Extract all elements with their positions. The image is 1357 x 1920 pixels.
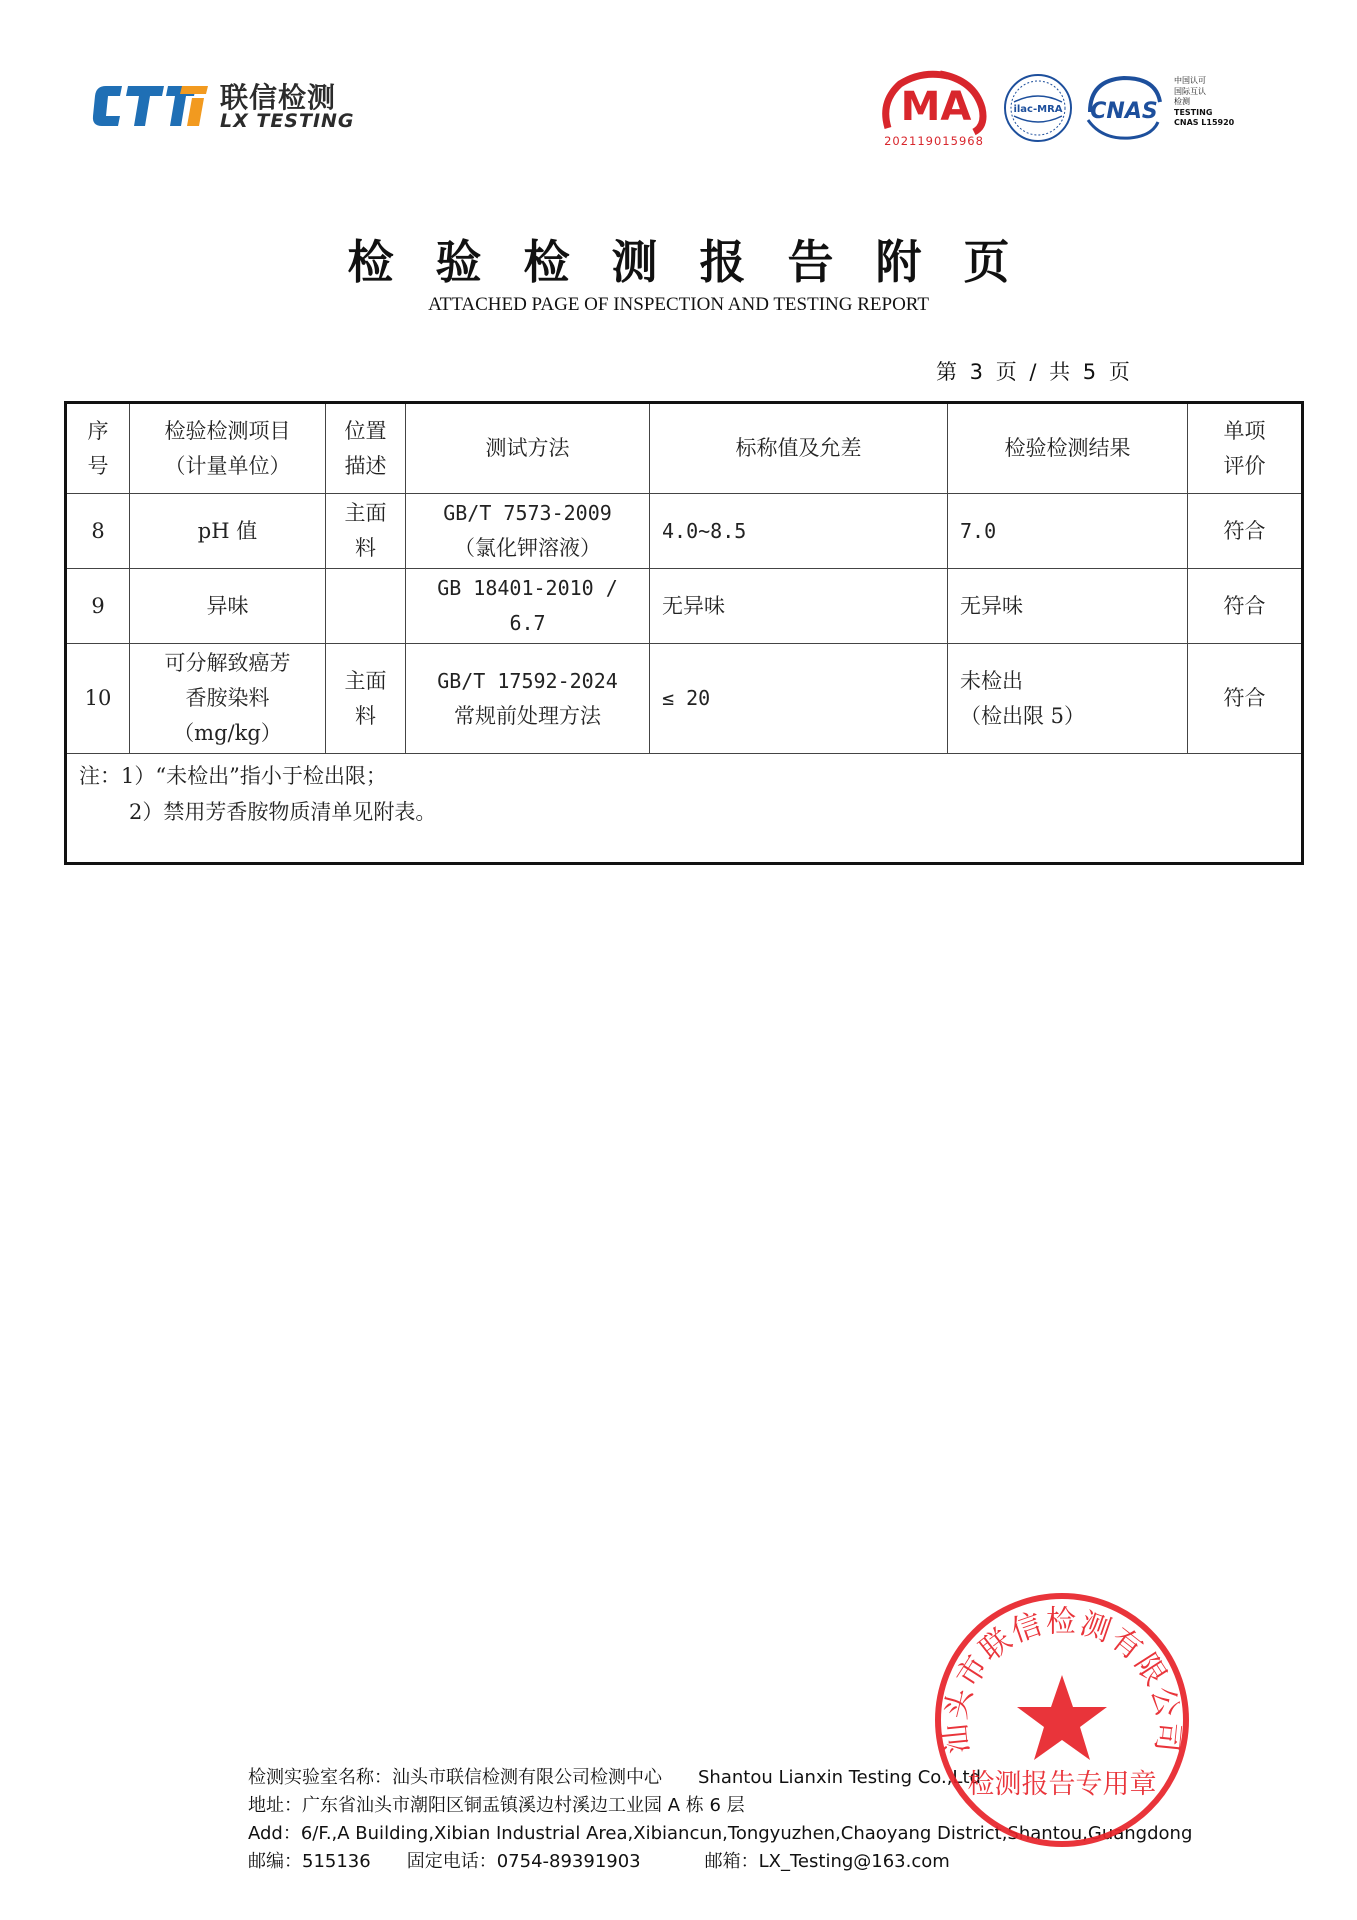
header-position: 位置 描述 — [326, 403, 406, 494]
company-logo — [92, 76, 362, 136]
note-line: 2）禁用芳香胺物质清单见附表。 — [129, 800, 437, 824]
header-evaluation: 单项 评价 — [1188, 403, 1303, 494]
cell-item: pH 值 — [130, 494, 326, 569]
cell-position: 主面 料 — [326, 494, 406, 569]
certification-marks — [878, 68, 1278, 152]
cma-number: 202119015968 — [884, 134, 984, 148]
cell-evaluation: 符合 — [1188, 494, 1303, 569]
cell-evaluation: 符合 — [1188, 569, 1303, 644]
cell-position: 主面 料 — [326, 644, 406, 754]
notes-row — [66, 754, 1303, 864]
cnas-mark — [1082, 72, 1164, 144]
cell-nominal: ≤ 20 — [650, 644, 948, 754]
cell-method: GB 18401-2010 / 6.7 — [406, 569, 650, 644]
lab-name-cn: 检测实验室名称：汕头市联信检测有限公司检测中心 — [248, 1767, 662, 1788]
seal-ring-text: 汕头市联信检测有限公司 — [938, 1604, 1186, 1756]
header-method: 测试方法 — [406, 403, 650, 494]
lx-logo-mark — [92, 80, 212, 132]
cell-method: GB/T 17592-2024 常规前处理方法 — [406, 644, 650, 754]
table-row — [66, 569, 1303, 644]
seal-star-icon — [1017, 1675, 1107, 1760]
inspection-results-table — [64, 401, 1304, 865]
cnas-label: CNAS — [1090, 99, 1158, 124]
page-indicator: 第 3 页 / 共 5 页 — [936, 360, 1130, 384]
address-en: Add：6/F.,A Building,Xibian Industrial Area,Xibiancun,Tongyuzhen,Chaoyang District,Shantou,Guangdong — [248, 1823, 1193, 1844]
report-title-chinese: 检验检测报告附页 — [347, 235, 1052, 289]
header-nominal: 标称值及允差 — [650, 403, 948, 494]
email: 邮箱：LX_Testing@163.com — [704, 1851, 950, 1872]
cell-nominal: 无异味 — [650, 569, 948, 644]
postcode: 邮编：515136 — [248, 1851, 371, 1872]
header-seq: 序 号 — [66, 403, 130, 494]
cell-item: 可分解致癌芳 香胺染料 （mg/kg） — [130, 644, 326, 754]
logo-chinese-name: 联信检测 — [220, 81, 337, 114]
ilac-label: ilac-MRA — [1013, 104, 1063, 115]
cell-seq: 9 — [66, 569, 130, 644]
cell-item: 异味 — [130, 569, 326, 644]
cell-seq: 8 — [66, 494, 130, 569]
ilac-mra-mark — [1002, 72, 1074, 144]
table-row — [66, 644, 1303, 754]
table-notes — [66, 754, 1303, 864]
cnas-accreditation-text: 中国认可 国际互认 检测 TESTING CNAS L15920 — [1174, 76, 1235, 127]
address-cn: 地址：广东省汕头市潮阳区铜盂镇溪边村溪边工业园 A 栋 6 层 — [248, 1795, 745, 1816]
report-title-english: ATTACHED PAGE OF INSPECTION AND TESTING REPORT — [428, 294, 929, 315]
table-header-row — [66, 403, 1303, 494]
cell-seq: 10 — [66, 644, 130, 754]
cell-result: 7.0 — [948, 494, 1188, 569]
lab-name-en: Shantou Lianxin Testing Co.,Ltd — [698, 1767, 981, 1788]
cell-position — [326, 569, 406, 644]
official-seal — [930, 1585, 1194, 1855]
cma-label: MA — [900, 84, 972, 130]
header-item: 检验检测项目 （计量单位） — [130, 403, 326, 494]
cell-method: GB/T 7573-2009 （氯化钾溶液） — [406, 494, 650, 569]
table-row — [66, 494, 1303, 569]
note-line: 注：1）“未检出”指小于检出限； — [79, 764, 387, 788]
cell-result: 未检出 （检出限 5） — [948, 644, 1188, 754]
cell-result: 无异味 — [948, 569, 1188, 644]
logo-english-name: LX TESTING — [220, 110, 355, 132]
header-result: 检验检测结果 — [948, 403, 1188, 494]
cell-nominal: 4.0~8.5 — [650, 494, 948, 569]
cell-evaluation: 符合 — [1188, 644, 1303, 754]
seal-bottom-text: 检测报告专用章 — [967, 1769, 1157, 1800]
phone: 固定电话：0754-89391903 — [406, 1851, 641, 1872]
